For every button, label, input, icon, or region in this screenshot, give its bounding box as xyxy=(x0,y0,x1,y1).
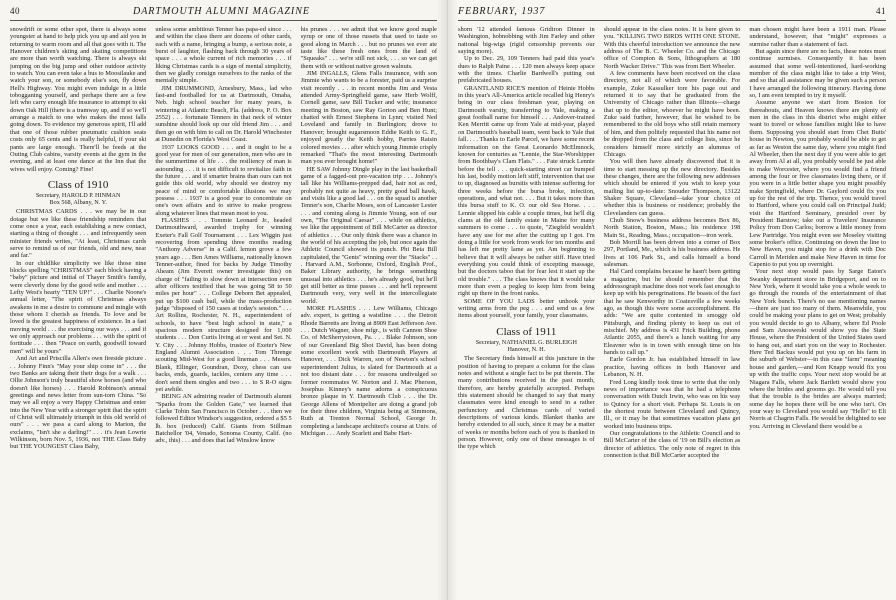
paragraph: In our childlike simplicity we like those nine blocks spelling "CHRISTMAS" each block having a "baby" picture and initial of Thayer Smith's family, were cleverly done by the good wife and mother . . . Lefty West's hearty "TEN UP!" . . . Charlie Noone's annual letter, "The spirit of Christmas always awakens in me a desire to commune and mingle with those whom I cherish as friends. To love and be loved is the greatest happiness of existence. In a fast moving world . . . the exercising our ways . . . and if we only approach our problems . . . with the spirit of fortitude . . . then "Peace on earth, goodwill toward men" will be yours" xyxy=(10,259,147,355)
paragraph: JIM INGALLS, Glens Falls insurance, with son Jimmie who wants to be a forester, paid us a surprise visit recently . . . in recent months Jim and Vesta attended Army-Springfield game, saw Herb Wolff, Cornell game, saw Bill Tucker and wife; insurance meeting in Boston, saw Ray Gorton and Ben Hunt; chatted with Ernest Stephens in Lynn; visited Ned Loveland and family in Burlington; drove to Hanover; brought sugarsmoon Eddie Keith to G. F., enjoyed greatly the Keith hobby, Parries Raisin colored movies . . . after which young Jimmie crisply remarked "That's the most interesting Dartmouth man you ever brought home!" xyxy=(300,70,437,166)
paragraph: CHRISTMAS CARDS . . . we may be in our dotage but we like these friendship reminders that come once a year, each establishing a new contact, starting a thing of thought . . . and infrequently seen minister friends writes, "At least, Christmas cards serve to remind us of our friends, old and new, near and far." xyxy=(10,208,147,260)
paragraph: MORE FLASHES . . . Lew Williams, Chicago adv. expert, is getting a waistline . . . the Detroit Rhode Barretts are living at 8909 East Jefferson Ave. . . . Dutch Wagner, shoe mfgr., is with Cannon Shoe Co. of McSherrystown, Pa. . . . Blake Johnson, son of our Greenland Big Shot David, has been doing some excellent work with Dartmouth Players at Hanover, . . . Dick Warren, son of Newton's school superintendent Julius, is slated for Dartmouth at a not too distant date . . . for reasons undivulged so former roommates W. Norton and J. Mac Pherson, Josephus Kinney's name adorns a conspicuous bronze plaque in Y. Dartmouth Club . . . the Dr. George Allens of Montpelier are doing a grand job for their three children, Virginia being at Simmons, Ruth at Trenton Normal School, George Jr. completing a landscape architect's course at Univ. of Michigan . . . Andy Scarlett and Babe Hart- xyxy=(300,305,437,437)
class-section-header xyxy=(458,326,595,353)
paragraph: man chosen might have been a 1911 man. Please understand, however, that "might" expresses a surmise rather than a statement of fact. xyxy=(749,26,886,48)
left-column-1 xyxy=(10,26,146,600)
left-column-3 xyxy=(301,26,437,600)
paragraph: shorn '12 attended famous Gridiron Dinner in Washington, hobnobbing with Jim Farley and other national big-wigs (rigid censorship prevents our saying more). xyxy=(458,26,595,56)
right-column-2 xyxy=(604,26,741,600)
paragraph: Chub Snow's business address becomes Box 86, North Station, Boston, Mass.; his residence 198 Main St., Reading, Mass.; occupation—iron work. xyxy=(603,216,741,239)
paragraph: You will then have already discovered that it is time to start messing up the new directory. Besides these changes, there are the following new addresses which should be entered if you wish to keep your mailing list up-to-date: Snouder Thompson, 13122 Shaker Square, Cleveland—take your choice of whether this is business or residence; probably the Clevelanders can guess. xyxy=(603,158,741,217)
paragraph: Your next stop would pass by Sarge Eaton's Swanky department store in Bridgeport, and on to New York, where it would take you a whole week to go through the rounds of the entertainment of that New York bunch. There's no use mentioning names—there are just too many of them. Meanwhile, you could be making your plans to get on West; probably you would decide to go to Albany, where Ed Poole and Sam Anouweski would show you the State House, where the President of the United States used to hang out, and start you on the way to Rochester. Here Ted Backus would put you up on his farm in the suburb of Webster—in this case "farm" meaning house and garden,—and Ken Knapp would fix you up with the traffic cops. Your next stop would be at Niagara Falls, where Jack Bartlett would show you where the brides and grooms go. He would tell you that the trouble is the brides are always married; some day he hopes there will be one who isn't. On your way to Cleveland you would say "Hello" to Eli Norris at Chagrin Falls. He would be delighted to see you. Arriving in Cleveland there would be a xyxy=(749,268,886,430)
right-column-3 xyxy=(749,26,886,600)
class-secretary: Secretary, NATHANIEL G. BURLEIGH xyxy=(475,338,577,346)
paragraph: 1937 LOOKS GOOD . . . and it ought to be a good year for men of our generation, men who are in the summertime of life . . . the resiliency of man is astounding . . . it is not difficult to revitalize faith in the future . . . and if smarter brains than ours can not guide this old world, why should we destroy my peace of mind or comfortable illusions we may possess . . . 1937 is a good year to concentrate on one's own affairs and to strive to make progress along whatever lines that mean most to you. xyxy=(155,143,292,217)
right-column-1 xyxy=(458,26,595,600)
gutter-shadow xyxy=(437,0,447,600)
class-secretary-address: Hanover, N. H. xyxy=(507,345,546,353)
paragraph: GRANTLAND RICE'S mention of Heinie Hobbs in this year's All-America article recalled big Henry's being in our class freshman year, playing on Dartmouth varsity, transferring to Yale, making a great football name for himself . . . Andover-trained Ken Merritt came up from Yale at mid-year, played on Dartmouth's baseball team, went back to Yale that fall. . . . Thanks to Earle Parcel, we have some recent information on the Great Leonardo McElmnock, known for centuries as "Lennie, the Star-Worshipper from Boothbay's Clam Flats." . . . Fate struck Lennie before the tell . . . quick-starting street car bumped his last, bodily motion left stiff, intervention that use to up, diagnosed as bursitis with intense suffering for three weeks before the bursa broke, infection, operations, and what not. . . . But it takes more than this bursa stuff to K. O. our old Sea Horse. . . . Lennie slipped his cable a couple times, but he'll dig clams at the old family estate in Maine for many summers to come . . . to quote, "Ziegfeld wouldn't have any use for me after the cutting up I got. I'm doing a little for work from work for ten months and has left me pretty lame as yet. Am beginning to believe that it will always be rather stiff. Have tried everything you could think of excepting massage, but the doctors taboo that for fear lest it start up the old trouble." . . . The class knows that it would take more than even a pegleg to keep him from being right up there in the front ranks. xyxy=(458,84,595,298)
paragraph: Fred Long kindly took time to write that the only news of importance was that he had a telephone conversation with Dutch Irwin, who was on his way to Quincy for a short visit. Perhaps St. Louis is on the shortest route between Cleveland and Quincy, Ill., or it may be that sometimes vacation plans get worked into business trips. xyxy=(603,378,741,430)
paragraph: Bob Morrill has been driven into a corner of Box 297, Portland, Me., which is his business address. He lives at 106 Park St., and calls himself a bond salesman. xyxy=(603,238,741,268)
left-page-header xyxy=(10,6,437,21)
left-page-running-title: DARTMOUTH ALUMNI MAGAZINE xyxy=(132,6,311,17)
right-page-number: 41 xyxy=(876,6,886,16)
right-page-header xyxy=(458,6,886,21)
left-column-2 xyxy=(155,26,291,600)
paragraph: his prunes . . . we admit that we know good maple syrup or one of those russets that used to taste so good along in March . . . but no prunes we ever ate taste like these fresh ones from the land of "Squeaks" . . . we're still not sick, . . . so we can get them with or without native grown walnuts. xyxy=(300,26,437,70)
class-heading: Class of 1911 xyxy=(496,325,557,338)
paragraph: BEING AN admiring reader of Dartmouth alumni "Sparks from the Golden Gate," we learned that Clarke Tobin San Francisco in October . . . then we followed Editor Windsor's suggestion, ordered a $5 5 lb. box (reduced) Calif. Giants from Stillman Batchellor '04, Venado, Sonoma County, Calif. (no adv., this) . . . and does that lad Winslow know xyxy=(155,393,292,445)
right-page-running-title: FEBRUARY, 1937 xyxy=(458,6,546,17)
paragraph: SOME OF YOU LADS better unhook your writing arms from the peg . . . and send us a few items about yourself, your family, your classmates. xyxy=(458,297,595,320)
class-secretary-address: Box 568, Albany, N. Y. xyxy=(49,199,107,207)
paragraph: Up to Dec. 29, 109 Tenners had paid this year's dues to Ralph Paine . . . 120 men always keep apace with the times. Charlie Bardwell's putting out prefabricated houses. xyxy=(458,55,595,85)
paragraph: But again since there are no facts, these notes must continue surmises. Consequently it has been assumed that some well-intentioned, hard-working member of the class might like to take a trip West, and so that all assistance may be given such a person I have arranged the following itinerary. Having done so, I am even tempted to try it myself. xyxy=(749,48,886,100)
paragraph: And Art and Priscilla Allen's own fireside picture . . . Johnny Finn's "May your ship come in" . . . the two Banks are taking their their dogs for a walk . . . Ollie Johnson's truly beautiful show horses (and who doesn't like horses) . . . Harold Robinson's annual greetings and news letter from sun-torn China. "So may we all enjoy a very Happy Christmas and enter into the New Year with a stronger spirit that the spirit of Christ will ultimately triumph in this old world of ours" . . . we pass a card along to Marion, the exclaims, "Isn't she a darling!" . . . it's Jean Lowrie Wilkinson, born Nov. 5, 1936, not THE Class Baby but THE YOUNGEST Class Baby, xyxy=(10,355,147,451)
left-page-number: 40 xyxy=(10,6,20,16)
paragraph: should appear in the class notes. It is here given to you. "KILLING TWO BIRDS WITH ONE STONE. With this cheerful introduction we announce the new address of The B. C. Wheeler Co. and the Chicago office of Compton & Sons, lithographers at 180 North Wacker Drive." This was from Bert Wheeler. xyxy=(603,26,741,70)
paragraph: snowdrift or some other spot, there is always some youngster at hand to help pick you up and aid you in returning to warm room and all that goes with it. The Hanover children's skiing and skating competitions are more than worth watching. There is always ski jumping on the big jump and other outdoor activity to watch. You can even take a bus to Moosilauke and watch your son, or somebody else's son, fly down Hell's Highway. You might even indulge in a little tobogganing yourself, and perhaps there are a few left who carry enough life insurance to attempt to ski down Oak Hill (there is a tramway up, and if so we'll arrange a match to one who makes the most falls going down. To evidence my generous spirit, I'll add that one of those rubber pneumatic cushion seats costs only 65 cents and is really helpful, if your ski pants are large enough. There'll be feeds at the Outing Club cabins, varsity events at the gym in the evening, and at least one dance at the Inn that the wives will enjoy. Coming? Fine! xyxy=(10,26,147,173)
class-heading: Class of 1910 xyxy=(47,178,109,191)
paragraph: Our congratulations to the Athletic Council and to Bill McCarter of the class of '19 on Bill's election as director of athletics. The only note of regret in this connection is that Bill McCarter accepted the xyxy=(603,429,741,459)
paragraph: FLASHES . . . Tommie Leonard Jr., headed Dartmouthward, awarded trophy for winning Exeter's Fall Golf Tournament . . . Lex Wiggin just recovering from spending three months reading "Anthony Adverse" in a Calif. lemon grove a few years ago . . . Ben Ames Williams, nationally known Tenner-author, fined for backs by Judge Timothy Aheam (Jim Everett owner investigate this) on charge of "failing to slow down at intersection even after officers testified that he was going 58 to 50 miles per hour" . . . College Deborn Bet appealed, put up $100 cash bail, while the mass-production judge "disposed of 150 cases at today's session." . . . Art Rollins, Rochester, N. H., superintendent of schools, to have "best high school in state," a spacious modern structure designed for 1,000 students . . . Don Curtis living at or west and Set. N. Y. City . . . Johnny Hobbs, trustee of Exeter's New England Alumni Association . . . Tom Threnge scouting Mid-West for a good lineman . . . Messrs. Blank, Ellinger, Goundran, Doxy, chess can use backs, ends, guards, tackles, centers any time . . . don't send them singles and two . . . to S R-O signs yet awhile. xyxy=(155,216,292,393)
paragraph: JIM DRUMMOND, Amesbury, Mass., lad who fast-and footballed for us at Dartmouth, Omaha, Neb. high school teacher for many years, is wintering at Atlantic Beach, Fla. (address, P. O. Box 2552) . . . fortunate Tenners in that neck of winter sunshine should look up our old friend Jim . . . and then go on with him to call on Dr. Harold Winchester at Dunedin on Florida's West Coast. xyxy=(155,84,292,144)
paragraph: HE SAW Johnny Dingle play in the last basketball game of a fagged-out pre-vacation trip . . . Johnny's tall like his Williams-prepped dad, hair not as red, probably not quite as heavy, pretty good ball hawk, and visits like a good lad . . . on the squad is another Tenner's son, Charlie Moses, son of Lancaster Lester . . . and coming along is Jimmie Young, son of our own, "The Original Caesar" . . . while on athletics, we like the appointment of Bill McCarter as director of athletics . . . Our only think there was a chance in the world of his accepting the job, but once again the Athletic Council showed its punch. Phi Beta Bill capitulated, the "Gents" winning over the "Stacks" . . . Harvard A.M., Sorbonne, Oxford, English Prof., Baker Library authority, he brings something unusual into athletics . . . he's already good, but he'll get still better as time passes . . . and he'll represent Dartmouth very, very well in the intercollegiate world. xyxy=(300,165,437,305)
paragraph: Hal Card complains because he hasn't been getting a magazine, but he should remember that the addressograph machine does not work fast enough to keep up with his peregrinations. He boasts of the fact that he saw Kenworthy in Coatesville a few weeks ago, as though this were some accomplishment. He adds: "We are quite contented in smoggy old Pittsburgh, and finding plenty to keep us out of mischief. My address is 431 Frick Building, phone Atlantic 2055, and there's a lunch waiting for any Eleavner who is in town with enough time on his hands to call up." xyxy=(603,268,741,357)
paragraph: A few comments have been received on the class directory, not all of which were favorable. For example, Zuke Kassulker tore his page out and returned it to say that he graduated from the University of Chicago rather than Illinois—charge that up to the editor, whoever he might have been. Zuke said further, however, that he wished to be remembered to the old boys who still retain memory of him, and then politely requested that his name not be dropped from the class and college lists, since he considers himself more strictly an alumnus of Chicago. xyxy=(603,70,741,158)
paragraph: Earle Gordon Jr. has established himself in law practice, having offices in both Hanover and Lebanon, N. H. xyxy=(603,356,741,379)
paragraph: Assume anyone we start from Boston for thereabouts, and Heaven knows there are plenty of men in the class in this district who might either want to travel or whose families might like to have them. Supposing you should start from Chet Butts' house in Newton, you probably would be able to get as far as Weston the same day, where you might find Al Wheeler, then the next day if you were able to get away from Al at all, you probably would be just able to make Worcester, where you would find a friend among the four or five classmates living there, or if you were in a little better shape you might possibly make Springfield, where Dr. Gaylord could fix you up for the rest of the trip. Thence, you would travel to Hartford, where you could call on Principal Judd; visit the Hartford Seminary, presided over by President Barstow; take out a Travelers' Insurance Policy from Don Carlos; borrow a little money from Lew Partridge. You might even see Moseley visiting some broker's office. Continuing on down the line to New Haven, you might stop for a drink with Doc Carroll in Meriden and make New Haven in time for Capenio to put you up overnight. xyxy=(749,99,886,268)
right-page xyxy=(448,0,896,600)
class-section-header xyxy=(10,179,146,206)
class-secretary: Secretary, HAROLD P. HINMAN xyxy=(35,191,121,199)
left-page-columns xyxy=(10,26,437,600)
paragraph: The Secretary finds himself at this juncture in the position of having to prepare a column for the class notes and without a single fact to be put therein. The many contributions received in the past month, therefore, are hereby gratefully accepted. Perhaps this statement should be changed to say that many classmates were kind enough to send in a rather perfunctory and Christmas cards of varied descriptions of various kinds. Blanket thanks are hereby extended to all such, since it may be a matter of weeks or months before each of you is thanked in person. However, only one of these messages is of the type which xyxy=(458,355,595,451)
gutter-shadow xyxy=(448,0,458,600)
right-page-columns xyxy=(458,26,886,600)
paragraph: unless some ambitious Tenner has papa-ed since . . . and within the class there are dozens of other cards, each with a name, bringing a bump, a serious note, a burst of laughter, flashing back through 30 years of space . . . a whole current of rich memories . . . if liking Christmas cards is a sign of mental simplicity, then we gladly consign ourselves to the ranks of the mentally simple. xyxy=(155,26,292,85)
